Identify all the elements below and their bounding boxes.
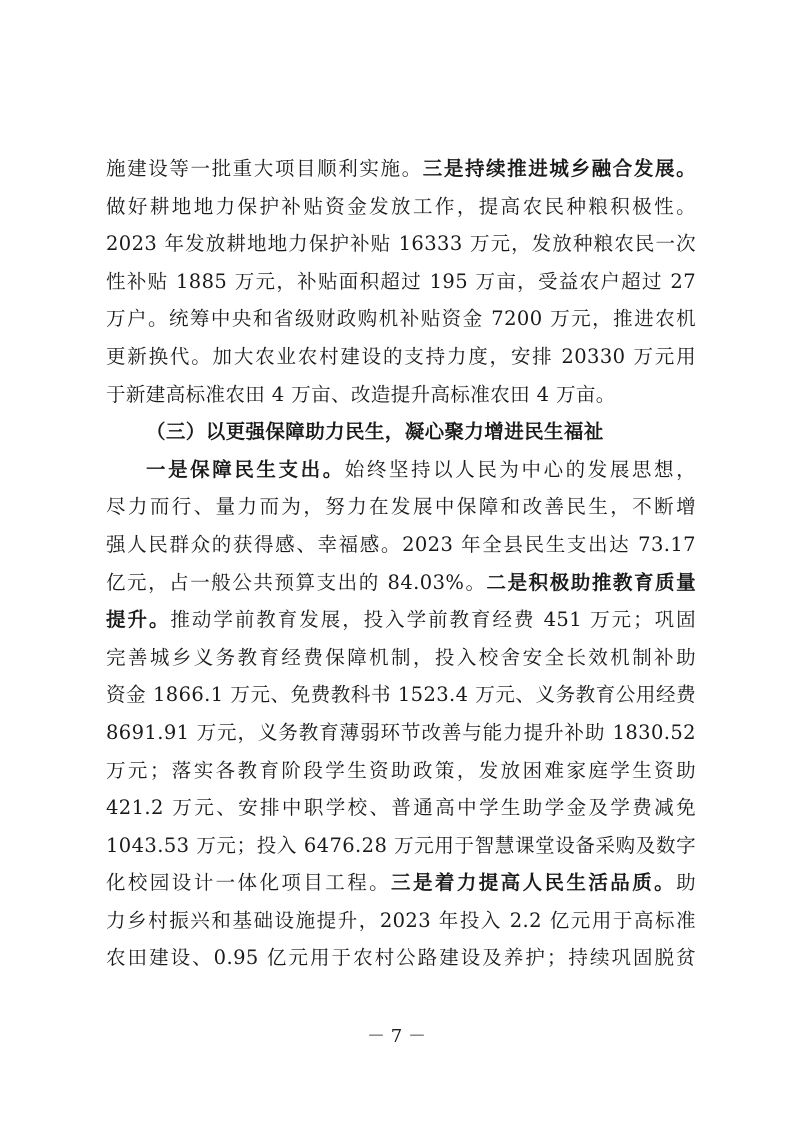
line-text: 尽力而行、量力而为，努力在发展中保障和改善民生，不断增 — [106, 495, 696, 519]
text-line-13 — [106, 601, 696, 639]
line-text: 助 — [676, 871, 696, 895]
text-line-15 — [106, 676, 696, 714]
bold-phrase: 三是持续推进城乡融合发展。 — [422, 157, 696, 180]
text-line-11 — [106, 526, 696, 564]
bold-phrase: 三是着力提高人民生活品质。 — [391, 871, 677, 895]
text-line-19 — [106, 827, 696, 865]
line-text: 推动学前教育发展，投入学前教育经费 451 万元；巩固 — [170, 608, 696, 632]
text-line-6 — [106, 338, 696, 376]
line-text: 完善城乡义务教育经费保障机制，投入校舍安全长效机制补助 — [106, 645, 696, 669]
line-text: 更新换代。加大农业农村建设的支持力度，安排 20330 万元用 — [106, 344, 696, 368]
text-line-4 — [106, 263, 696, 301]
text-line-12 — [106, 564, 696, 602]
text-line-1 — [106, 150, 696, 188]
line-text: 施建设等一批重大项目顺利实施。 — [106, 157, 423, 180]
line-text: 农田建设、0.95 亿元用于农村公路建设及养护；持续巩固脱贫 — [106, 946, 696, 970]
text-line-3 — [106, 225, 696, 263]
bold-phrase: 提升。 — [106, 608, 171, 632]
bold-phrase: 一是保障民生支出。 — [146, 457, 345, 481]
text-line-2 — [106, 188, 696, 226]
line-text: 2023 年发放耕地地力保护补贴 16333 万元，发放种粮农民一次 — [106, 232, 696, 256]
body-text — [106, 150, 696, 977]
section-heading — [106, 413, 696, 451]
line-text: 化校园设计一体化项目工程。 — [106, 871, 392, 895]
line-text: 万元；落实各教育阶段学生资助政策，发放困难家庭学生资助 — [106, 758, 696, 782]
text-line-20 — [106, 864, 696, 902]
line-text: 强人民群众的获得感、幸福感。2023 年全县民生支出达 73.17 — [106, 532, 696, 556]
text-line-14 — [106, 639, 696, 677]
text-line-10 — [106, 488, 696, 526]
line-text: 做好耕地地力保护补贴资金发放工作，提高农民种粮积极性。 — [106, 194, 696, 218]
line-text: 力乡村振兴和基础设施提升，2023 年投入 2.2 亿元用于高标准 — [106, 908, 696, 932]
line-text: 万户。统筹中央和省级财政购机补贴资金 7200 万元，推进农机 — [106, 307, 696, 331]
line-text: 亿元，占一般公共预算支出的 84.03%。 — [106, 570, 487, 594]
text-line-22 — [106, 939, 696, 977]
text-line-18 — [106, 789, 696, 827]
text-line-5 — [106, 300, 696, 338]
line-text: 性补贴 1885 万元，补贴面积超过 195 万亩，受益农户超过 27 — [106, 269, 696, 293]
text-line-16 — [106, 714, 696, 752]
line-text: 始终坚持以人民为中心的发展思想， — [344, 457, 696, 481]
page-number: － 7 － — [367, 1026, 426, 1047]
text-line-21 — [106, 902, 696, 940]
text-line-9 — [106, 451, 696, 489]
bold-phrase: 二是积极助推教育质量 — [486, 570, 696, 594]
heading-text: （三）以更强保障助力民生，凝心聚力增进民生福祉 — [146, 420, 604, 444]
line-text: 1043.53 万元；投入 6476.28 万元用于智慧课堂设备采购及数字 — [106, 833, 696, 857]
line-text: 421.2 万元、安排中职学校、普通高中学生助学金及学费减免 — [106, 796, 696, 820]
line-text: 于新建高标准农田 4 万亩、改造提升高标准农田 4 万亩。 — [106, 382, 616, 406]
line-text: 8691.91 万元，义务教育薄弱环节改善与能力提升补助 1830.52 — [106, 720, 696, 744]
text-line-7 — [106, 376, 696, 414]
text-line-17 — [106, 752, 696, 790]
line-text: 资金 1866.1 万元、免费教科书 1523.4 万元、义务教育公用经费 — [106, 683, 696, 707]
